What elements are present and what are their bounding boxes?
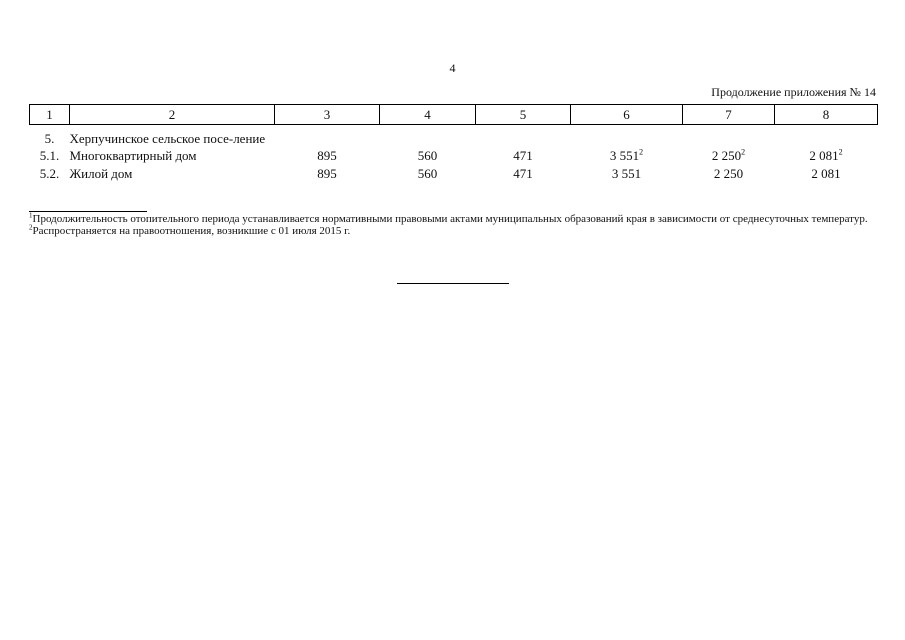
footnote-2 (29, 225, 875, 237)
footnotes (29, 213, 875, 237)
continuation-label: Продолжение приложения № 14 (711, 85, 876, 99)
value-col-8: 2 081 (811, 166, 841, 181)
footnote-ref: 2 (639, 147, 644, 157)
header-col-4: 4 (380, 105, 476, 125)
value-col-8 (775, 145, 878, 163)
settlement-name: Херпучинское сельское посе-ление (69, 131, 266, 146)
row-number: 5.1. (39, 148, 60, 163)
table-row (30, 125, 878, 146)
footnote-mark: 1 (29, 211, 33, 220)
value-col-7: 2 250 (713, 166, 744, 181)
value-text: 2 250 (711, 148, 742, 163)
value-col-7 (683, 145, 775, 163)
header-col-6: 6 (571, 105, 683, 125)
table-row (30, 163, 878, 181)
value-col-3: 895 (317, 166, 337, 181)
row-number: 5.2. (39, 166, 60, 181)
value-text: 2 081 (809, 148, 839, 163)
header-col-7: 7 (683, 105, 775, 125)
value-col-6: 3 551 (611, 166, 642, 181)
building-type: Жилой дом (69, 166, 133, 181)
value-col-6 (571, 145, 683, 163)
value-col-4: 560 (417, 166, 438, 181)
table-row (30, 145, 878, 163)
footnote-divider (29, 211, 147, 212)
footnote-mark: 2 (29, 223, 33, 232)
footnote-ref: 2 (741, 147, 746, 157)
value-col-4: 560 (417, 148, 438, 163)
value-text: 3 551 (609, 148, 640, 163)
page-number: 4 (449, 61, 456, 75)
header-col-8: 8 (775, 105, 878, 125)
value-col-5: 471 (513, 148, 533, 163)
footnote-text: Продолжительность отопительного периода устанавливается нормативными правовыми актами муниципальных образований края в зависимости от среднесуточных температур. (32, 213, 868, 225)
footnote-text: Распространяется на правоотношения, возникшие с 01 июля 2015 г. (32, 225, 351, 237)
table-header-row (30, 105, 878, 125)
header-col-2: 2 (70, 105, 275, 125)
header-col-3: 3 (275, 105, 380, 125)
end-divider (397, 283, 509, 284)
value-col-3: 895 (317, 148, 337, 163)
footnote-ref: 2 (838, 147, 843, 157)
header-col-5: 5 (476, 105, 571, 125)
row-number: 5. (44, 131, 55, 146)
value-col-5: 471 (513, 166, 533, 181)
building-type: Многоквартирный дом (69, 148, 197, 163)
tariff-table (29, 104, 878, 181)
footnote-1 (29, 213, 875, 225)
header-col-1: 1 (30, 105, 70, 125)
